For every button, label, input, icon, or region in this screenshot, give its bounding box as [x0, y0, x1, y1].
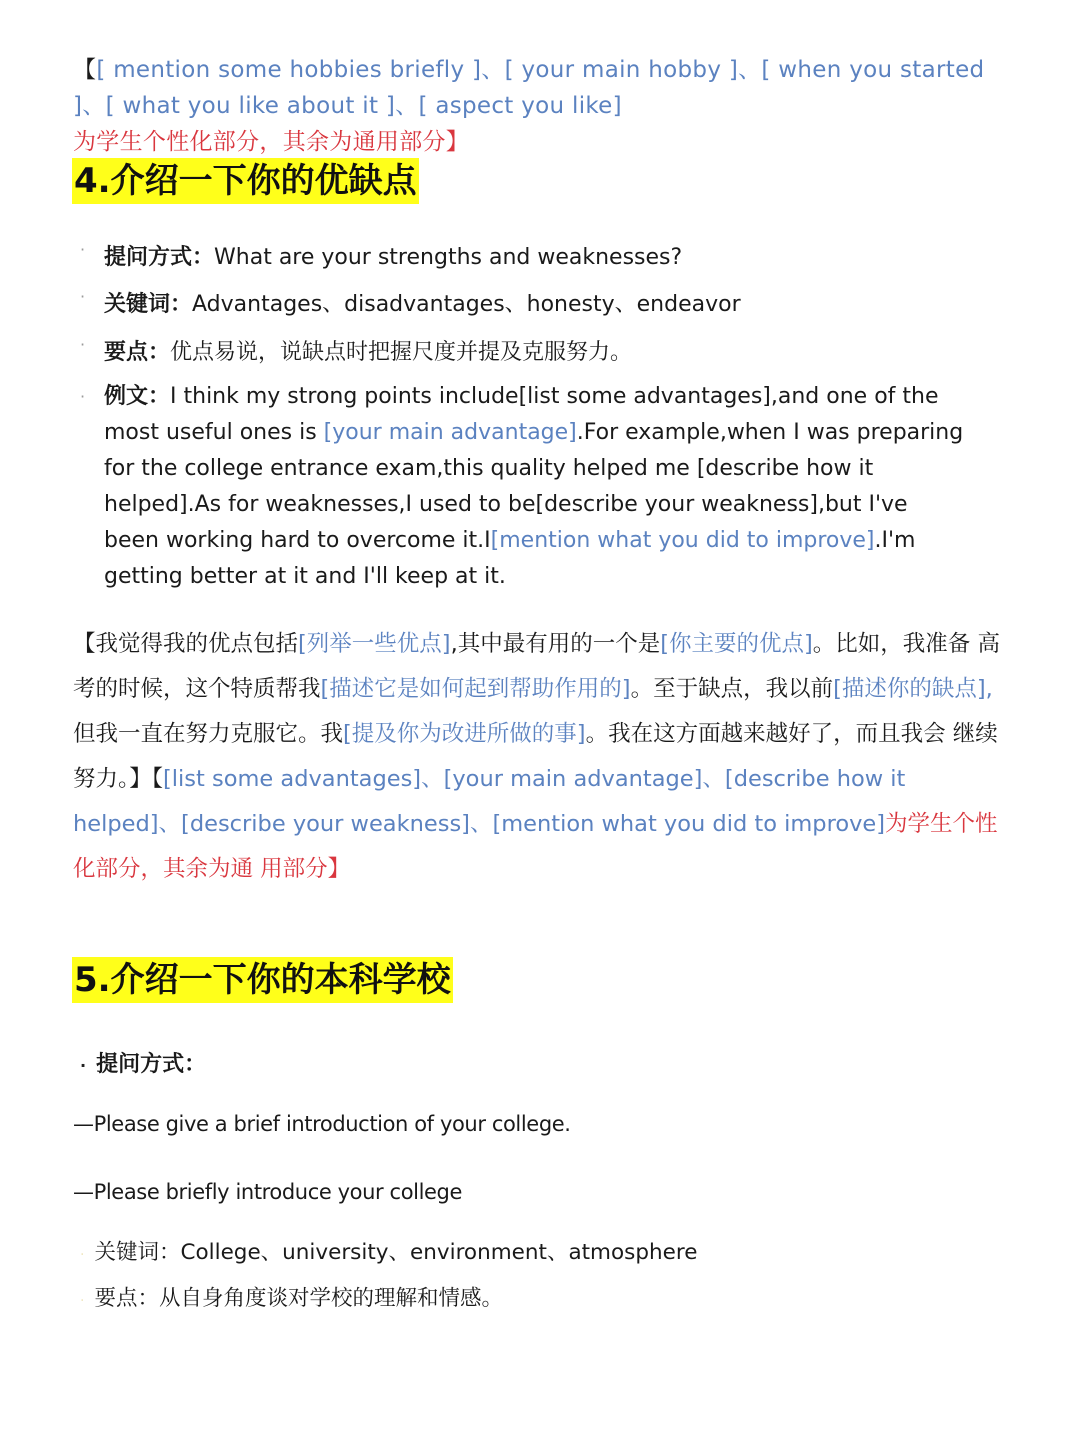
bullet-dot: ·: [80, 1293, 85, 1309]
bullet-keywords: [80, 287, 1015, 318]
example-line-2: [104, 415, 1015, 451]
example-question-1: —Please give a brief introduction of your college.: [73, 1112, 571, 1136]
bullet-example: [80, 379, 1015, 595]
cn-placeholder-2: [你主要的优点]: [660, 631, 813, 657]
section-5-question: [80, 1047, 206, 1078]
example-text-5a: been working hard to overcome it.I: [104, 528, 491, 553]
cn-bracket: 【: [151, 766, 164, 792]
cn-placeholder-5: [提及你为改进所做的事]: [343, 721, 586, 747]
note-open-bracket: 【: [73, 57, 97, 83]
points-text: 要点：从自身角度谈对学校的理解和情感。: [94, 1286, 503, 1311]
points-text: 优点易说，说缺点时把握尺度并提及克服努力。: [170, 340, 633, 365]
cn-text-5: 但我一直在努力克服它。我: [73, 721, 344, 747]
bullet-dot: ·: [80, 240, 86, 259]
points-label: 要点：: [104, 340, 171, 365]
bullet-dot: ·: [80, 335, 86, 354]
note-placeholders: [ mention some hobbies briefly ]、[ your main hobby ]、[ when you started ]、[ what you like about it ]、[ aspect you like]: [73, 57, 985, 119]
cn-text-2: ,其中最有用的一个是: [450, 631, 661, 657]
cn-placeholders-en: [list some advantages]、[your main advantage]、[describe how it helped]、[describe your weakness]、[mention what you did to improve]: [73, 766, 906, 837]
bullet-dot: ·: [80, 287, 86, 306]
note-tail: 为学生个性化部分，其余为通用部分】: [73, 129, 470, 155]
example-placeholder-improve: [mention what you did to improve]: [490, 528, 875, 553]
example-line-5: [104, 523, 1015, 559]
cn-placeholder-4: [描述你的缺点],: [833, 676, 993, 702]
keywords-text: Advantages、disadvantages、honesty、endeavor: [192, 292, 741, 317]
section-4-heading: 4.介绍一下你的优缺点: [72, 158, 419, 204]
bullet-points: [80, 335, 1015, 366]
example-line-6: getting better at it and I'll keep at it.: [104, 564, 506, 589]
keywords-label: 关键词：: [104, 292, 193, 317]
question-label: 提问方式：: [104, 245, 215, 270]
bullet-dot: ·: [80, 387, 86, 406]
example-text-1: I think my strong points include[list some advantages],and one of the: [170, 384, 939, 409]
question-text: What are your strengths and weaknesses?: [214, 245, 683, 270]
intro-note: [73, 52, 1013, 160]
section-5-heading: 5.介绍一下你的本科学校: [72, 957, 453, 1003]
bullet-dot: ·: [80, 1247, 85, 1263]
example-question-2: —Please briefly introduce your college: [73, 1180, 462, 1204]
question-label: 提问方式：: [96, 1052, 207, 1077]
example-text-2a: most useful ones is: [104, 420, 324, 445]
section-5-points: [80, 1281, 503, 1312]
bullet-question: [80, 240, 1015, 271]
example-text-5c: .I'm: [874, 528, 916, 553]
example-text-2c: .For example,when I was preparing: [576, 420, 964, 445]
cn-text-6: 。我在这方面越来越好了，而且我会 继续努力。】: [73, 721, 998, 792]
cn-text-1: 【我觉得我的优点包括: [73, 631, 299, 657]
cn-text-4: 。至于缺点，我以前: [630, 676, 834, 702]
example-line-1: [104, 379, 1015, 415]
example-placeholder-main-advantage: [your main advantage]: [323, 420, 577, 445]
chinese-translation: [73, 622, 1013, 892]
example-line-3: for the college entrance exam,this quality helped me [describe how it: [104, 456, 874, 481]
bullet-dot: ·: [80, 1056, 87, 1075]
example-label: 例文：: [104, 384, 171, 409]
keywords-text: 关键词：College、university、environment、atmosphere: [94, 1240, 698, 1265]
cn-placeholder-3: [描述它是如何起到帮助作用的]: [320, 676, 631, 702]
section-5-keywords: [80, 1235, 697, 1266]
cn-placeholder-1: [列举一些优点]: [298, 631, 451, 657]
cn-text-3: 。比如，我准备 高考的时候，这个特质帮我: [73, 631, 1000, 702]
cn-note-tail: 为学生个性化部分，其余为通 用部分】: [73, 811, 998, 882]
example-line-4: helped].As for weaknesses,I used to be[describe your weakness],but I've: [104, 492, 908, 517]
